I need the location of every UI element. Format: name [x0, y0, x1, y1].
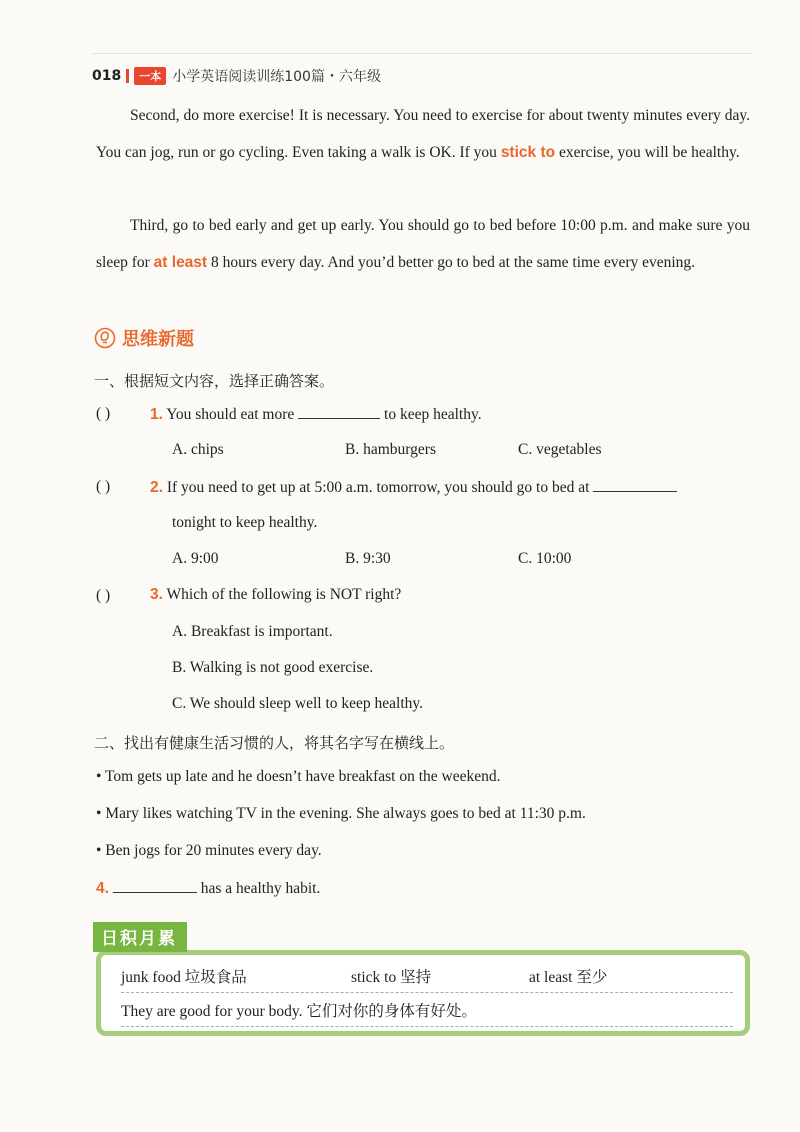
question-2 — [150, 477, 677, 497]
page-header — [92, 66, 381, 86]
question-stem: to keep healthy. — [384, 406, 482, 423]
bullet-tom: • Tom gets up late and he doesn’t have breakfast on the weekend. — [96, 768, 501, 785]
highlight-phrase: stick to — [500, 143, 556, 161]
bullet-mary: • Mary likes watching TV in the evening. She always goes to bed at 11:30 p.m. — [96, 805, 586, 822]
vocab-stick-to: stick to 坚持 — [351, 969, 432, 986]
answer-paren: ( ) — [96, 405, 111, 422]
paragraph-text: Third, go to bed early and get up early. You should go to bed before 10:00 p.m. and make sure you sleep for — [96, 217, 750, 271]
option-b: B. hamburgers — [345, 441, 436, 458]
vocab-tag: 日积月累 — [93, 922, 187, 952]
header-rule — [92, 53, 752, 54]
section-title: 思维新题 — [122, 329, 194, 350]
answer-blank[interactable] — [593, 477, 677, 492]
bullet-ben: • Ben jogs for 20 minutes every day. — [96, 842, 322, 859]
question-number: 3. — [150, 586, 163, 603]
answer-blank[interactable] — [113, 878, 197, 893]
question-stem: has a healthy habit. — [200, 880, 321, 897]
book-title: 小学英语阅读训练100篇・六年级 — [172, 69, 381, 85]
paragraph-exercise — [96, 98, 750, 171]
question-stem-continued: tonight to keep healthy. — [172, 514, 318, 531]
paragraph-text: exercise, you will be healthy. — [555, 143, 740, 161]
option-c: C. 10:00 — [518, 550, 572, 567]
option-b: B. Walking is not good exercise. — [172, 659, 374, 676]
option-a: A. chips — [172, 441, 224, 458]
option-a: A. 9:00 — [172, 550, 219, 567]
question-number: 4. — [96, 880, 109, 897]
option-c: C. We should sleep well to keep healthy. — [172, 695, 424, 712]
question-4 — [96, 878, 320, 898]
answer-blank[interactable] — [298, 404, 380, 419]
question-stem: You should eat more — [166, 406, 295, 423]
option-a: A. Breakfast is important. — [172, 623, 333, 640]
question-stem: Which of the following is NOT right? — [166, 586, 402, 603]
vocab-row — [121, 965, 733, 993]
question-number: 1. — [150, 406, 163, 423]
option-b: B. 9:30 — [345, 550, 391, 567]
part1-instruction: 一、根据短文内容，选择正确答案。 — [94, 372, 335, 390]
answer-paren: ( ) — [96, 587, 111, 604]
highlight-phrase: at least — [153, 253, 208, 271]
page-number: 018 — [92, 68, 122, 84]
vocab-sentence: They are good for your body. 它们对你的身体有好处。 — [121, 1003, 477, 1020]
paragraph-text: 8 hours every day. And you’d better go to bed at the same time every evening. — [207, 253, 696, 271]
paragraph-sleep — [96, 208, 750, 281]
question-1 — [150, 404, 482, 424]
question-stem: If you need to get up at 5:00 a.m. tomorrow, you should go to bed at — [166, 479, 590, 496]
question-3 — [150, 586, 401, 604]
vocab-at-least: at least 至少 — [529, 969, 608, 986]
header-divider — [126, 69, 129, 83]
part2-instruction: 二、找出有健康生活习惯的人，将其名字写在横线上。 — [94, 734, 455, 752]
brand-logo: 一本 — [134, 67, 166, 85]
lightbulb-icon — [94, 327, 116, 349]
vocab-junk-food: junk food 垃圾食品 — [121, 969, 247, 986]
answer-paren: ( ) — [96, 478, 111, 495]
option-c: C. vegetables — [518, 441, 602, 458]
paragraph-text: Second, do more exercise! It is necessary. You need to exercise for about twenty minutes every day. You can jog, run or go cycling. Even taking a walk is OK. If you — [96, 107, 750, 161]
question-number: 2. — [150, 479, 163, 496]
vocab-sentence-row — [121, 999, 733, 1027]
section-heading — [94, 325, 194, 351]
vocab-box — [96, 950, 750, 1036]
